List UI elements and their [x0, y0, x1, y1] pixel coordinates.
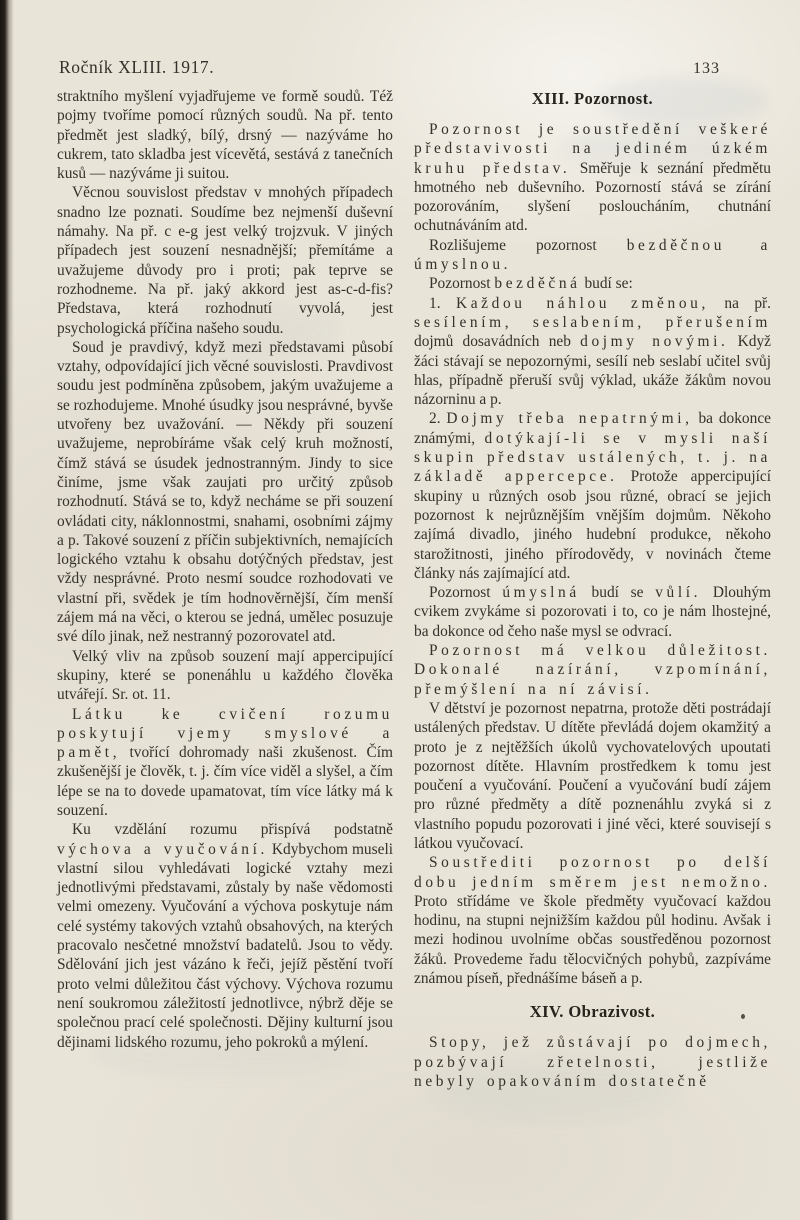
- body-text: Směřuje k seznání předmětu hmotného neb duševního. Pozorností stává se zírání pozorováním, slyšení posloucháním, chutnání ochutnáváním atd.: [414, 159, 771, 235]
- emphasized-spaced-text: dotýkají-li se v mysli naší skupin představ ustálených, t. j. na základě appercepce.: [414, 429, 771, 486]
- volume-title: Ročník XLIII. 1917.: [59, 57, 215, 77]
- body-text: 1.: [429, 294, 456, 312]
- body-text: na př.: [708, 294, 772, 312]
- emphasized-spaced-text: výchova a vyučování.: [57, 840, 268, 858]
- paragraph: [57, 338, 393, 647]
- emphasized-spaced-text: Pozornost má velkou důležitost. Dokonalé nazírání, vzpomínání, přemýšlení na ní závisí.: [414, 642, 771, 698]
- body-text: Ku vzdělání rozumu přispívá podstatně: [72, 821, 393, 839]
- text-columns: [57, 87, 771, 1091]
- paragraph: [57, 647, 393, 705]
- body-text: Proto střídáme ve škole předměty vyučovací každou hodinu, na stupni nejnižším každou půl hodinu. Avšak i mezi hodinou uvolníme občas soustředěnou pozornost žáků. Provedeme řadu tělocvičných pohybů, zazpíváme známou píseň, přednášíme báseň a p.: [414, 892, 771, 988]
- body-text: Soud je pravdivý, když mezi představami působí vztahy, odpovídající jich věcné souvislosti. Pravdivost soudu jest podmíněna způsobem, jakým uvažujeme a se rozhodujeme. Mnohé úsudky jsou nesprávné, byvše utvořeny bez uvažování. — Někdy při souzení uvažujeme, neprobíráme však celý kruh možností, čímž stává se úsudek jednostranným. Jindy to sice činíme, jsme však zaujati pro určitý způsob rozhodnutí. Stává se to, když necháme se při souzení ovládati city, náklonnostmi, snahami, osobními zájmy a p. Takové souzení z příčin subjektivních, nemajících logického vztahu k obsahu dotýčných představ, jest vždy nesprávné. Proto nesmí soudce rozhodovati ve vlastní při, svědek je tím hodnověrnější, čím menší zájem má na věci, o kterou se jedná, umělec posuzuje své dílo jinak, než nestranný pozorovatel atd.: [57, 338, 393, 646]
- emphasized-spaced-text: Dojmy třeba nepatrnými,: [446, 410, 693, 428]
- body-text: V dětství je pozornost nepatrna, protože děti postrádají ustálených představ. U dítěte převládá dojem okamžitý a proto je z nejtěžších úkolů vychovatelových upoutati pozornost dítěte. Hlavním prostředkem k tomu jest poučení a vyučování. Poučení a vyučování budí zájem pro různé předměty a dítě poznenáhlu zvyká si z vlastního popudu pozorovati i jiné věci, které souvisejí s látkou vyučovací.: [414, 699, 771, 852]
- page-header: [0, 57, 800, 83]
- body-text: straktního myšlení vyjadřujeme ve formě soudů. Též pojmy tvoříme pomocí různých soudů. Na př. tento předmět jest sladký, bílý, drsný — nazýváme ho cukrem, tato skladba jest vícevětá, sestává z tanečních kusů — nazýváme ji suitou.: [57, 88, 393, 183]
- paragraph: [57, 705, 393, 821]
- body-text: dojmů dosavádních neb: [414, 333, 581, 351]
- paragraph: [414, 409, 771, 583]
- page-number: 133: [693, 60, 720, 77]
- emphasized-spaced-text: sesílením, seslabením, přerušením: [414, 313, 771, 331]
- body-text: budí se:: [580, 275, 633, 293]
- paragraph: [414, 274, 771, 293]
- body-text: Pozornost: [429, 584, 503, 602]
- emphasized-spaced-text: Soustřediti pozornost po delší dobu jedním směrem jest nemožno.: [414, 854, 771, 891]
- paragraph: [414, 120, 771, 236]
- paragraph: [414, 1033, 771, 1091]
- emphasized-spaced-text: Každou náhlou změnou,: [456, 294, 709, 312]
- body-text: Velký vliv na způsob souzení mají appercipující skupiny, které se ponenáhlu u každého člověka utvářejí. Sr. ot. 11.: [57, 647, 393, 704]
- paragraph: [57, 87, 393, 183]
- paragraph: [414, 699, 771, 853]
- paragraph: [414, 583, 771, 641]
- body-text: 2.: [429, 410, 447, 428]
- body-text: Kdybychom museli vlastní silou vyhledávati logické vztahy mezi jednotlivými představami, zůstaly by naše vědomosti velmi omezeny. Vyučování a výchova poskytuje nám celé systémy takových vztahů obsahových, na kterých pracovalo nesčetné množství badatelů. Jsou to vědy. Sdělování jich jest vázáno k řeči, jejíž pěstění tvoří proto velmi důležitou část výchovy. Výchova rozumu není soukromou záležitostí jednotlivce, nýbrž děje se společnou prací celé společnosti. Dějiny kulturní jsou dějinami lidského rozumu, jeho pokroků a mýlení.: [57, 840, 393, 1051]
- paragraph: [414, 641, 771, 699]
- paragraph: [414, 853, 771, 988]
- body-text: ba dokonce známými,: [414, 410, 771, 447]
- body-text: Dlouhým cvikem zvykáme si pozorovati i to, co je nám lhostejné, ba dokonce od čeho naše mysl se odvrací.: [414, 584, 771, 640]
- paragraph: [57, 183, 393, 337]
- right-column: [414, 87, 771, 1091]
- section-heading: XIV. Obrazivost.: [529, 1002, 656, 1022]
- emphasized-spaced-text: Pozornost je soustředění veškeré představivosti na jediném úzkém kruhu představ.: [414, 121, 771, 177]
- paragraph: [414, 294, 771, 410]
- section-heading: XIII. Pozornost.: [531, 89, 654, 108]
- body-text: Pozornost: [429, 275, 495, 293]
- emphasized-spaced-text: bezděčnou a úmyslnou.: [414, 236, 771, 274]
- scan-binding-edge: [0, 0, 14, 1220]
- emphasized-spaced-text: vůlí.: [655, 584, 702, 602]
- emphasized-spaced-text: Stopy, jež zůstávají po dojmech, pozbývají zřetelnosti, jestliže nebyly opakováním dostatečně: [414, 1034, 771, 1090]
- paragraph: [57, 820, 393, 1052]
- left-column: [57, 87, 393, 1052]
- body-text: Rozlišujeme pozornost: [429, 236, 627, 254]
- body-text: Věcnou souvislost představ v mnohých případech snadno lze poznati. Soudíme bez nejmenší duševní námahy. Na př. c e-g jest velký trojzvuk. V jiných případech jest souzení nesnadnější; přemítáme a uvažujeme důvody pro i proti; pak teprve se rozhodneme. Na př. jaký akkord jest as-c-d-fis? Představa, která rozhodnutí vyvolá, jest psychologická příčina našeho soudu.: [57, 184, 393, 337]
- emphasized-spaced-text: úmyslná: [502, 584, 580, 602]
- body-text: Když žáci stávají se nepozornými, sesílí neb seslabí učitel svůj hlas, případně přeruší svůj výklad, ukáže žákům novou názorninu a p.: [414, 333, 772, 409]
- body-text: Protože appercipující skupiny u různých osob jsou různé, obrací se jejich pozornost k nejrůznějším vnějším dojmům. Někoho zajímá divadlo, jiného hudební produkce, někoho starožitnosti, jiného přírodovědy, v novinách čteme články nás zajímající atd.: [414, 468, 772, 582]
- body-text: budí se: [579, 584, 656, 602]
- paragraph: [414, 236, 771, 275]
- emphasized-spaced-text: bezděčná: [494, 275, 581, 293]
- emphasized-spaced-text: Látku ke cvičení rozumu poskytují vjemy smyslové a pamět,: [57, 705, 393, 762]
- body-text: tvořící dohromady naši zkušenost. Čím zkušenější je člověk, t. j. čím více viděl a slyšel, a čím lépe se na to dovede upamatovat, tím více látky má k souzení.: [57, 744, 393, 819]
- emphasized-spaced-text: dojmy novými.: [580, 333, 729, 351]
